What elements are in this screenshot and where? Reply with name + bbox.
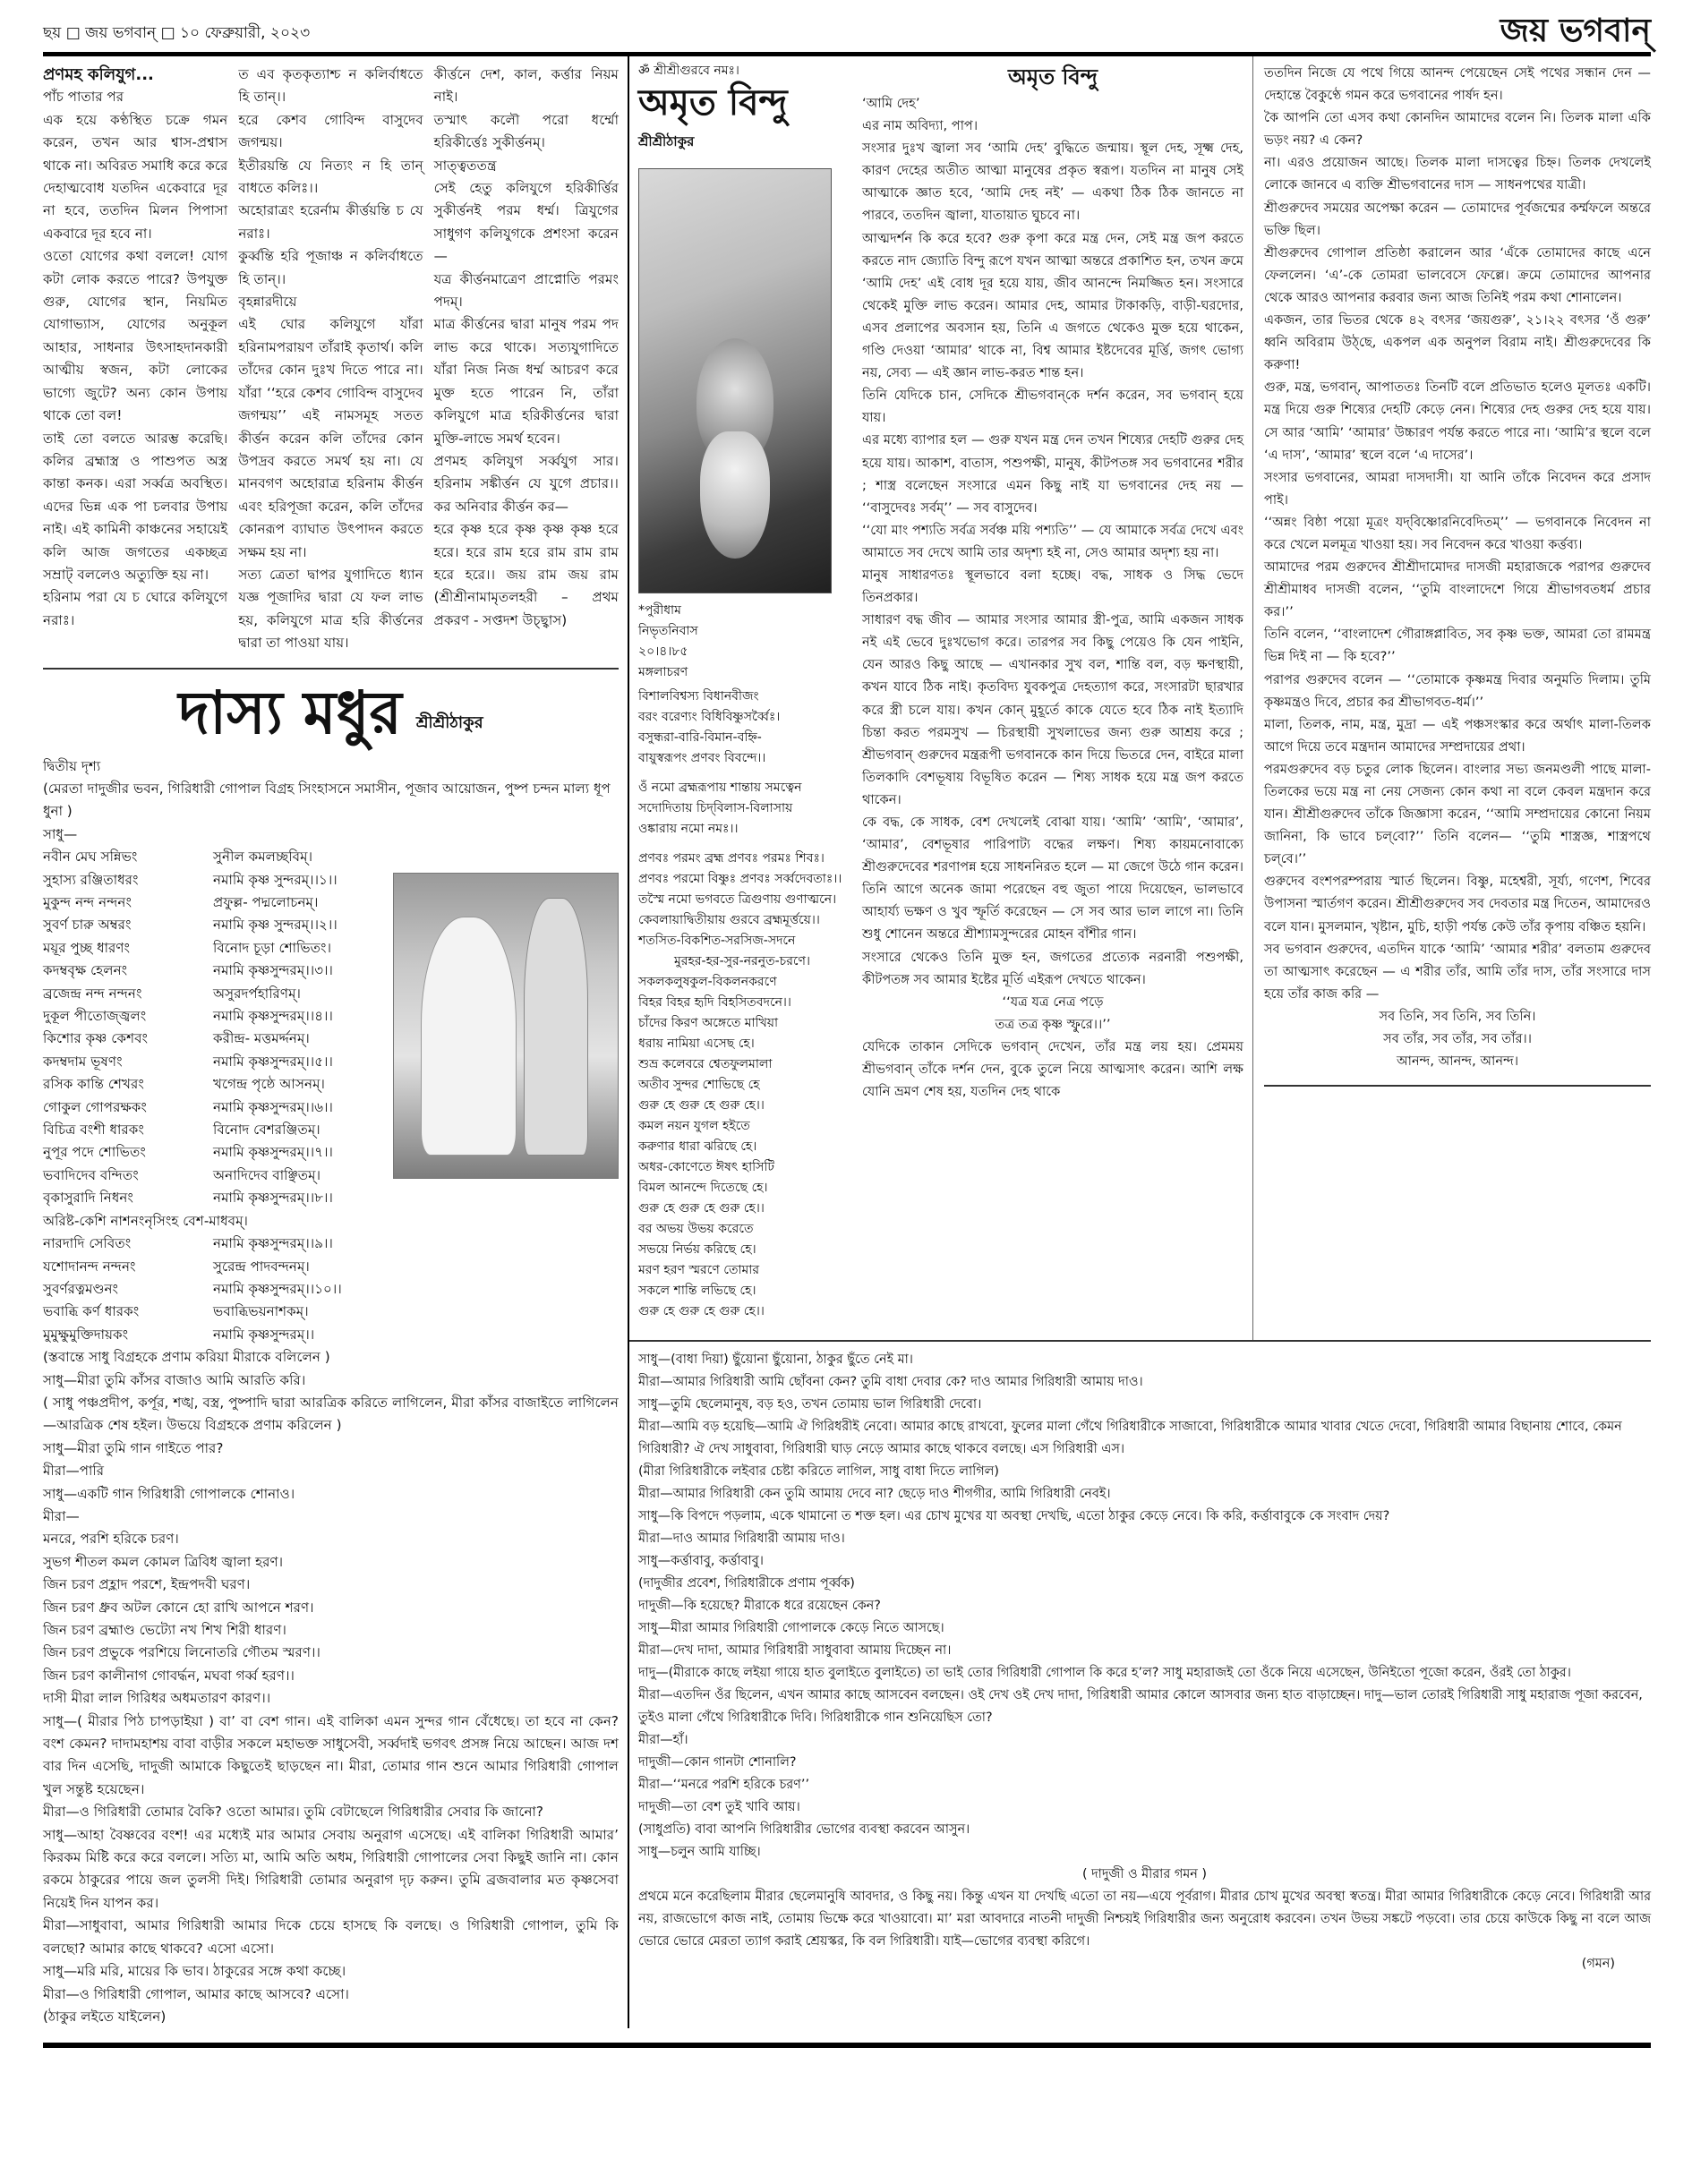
verse-line: ‘‘যত্র যত্র নেত্র পড়ে (1002, 994, 1104, 1010)
dialogue-line: সাধু—( মীরার পিঠ চাপড়াইয়া ) বা’ বা বেশ গান। এই বালিকা এমন সুন্দর গান বেঁধেছে। তা হবে না কেন? বংশ কেমন? দাদামহাশয় বাবা বাড়ীর সকলে মহাভক্ত সাধুসেবী, সর্ব্বদাই ভগবৎ প্রসঙ্গ নিয়ে আছেন। আজ দশ বার দিন এসেছি, দাদুজী আমাকে কিছুতেই ছাড়ছেন না। মীরা, তোমার গান শুনে আমার গিরিধারী গোপাল খুল সন্তুষ্ট হয়েছেন। (43, 1712, 619, 1797)
stotra-half: নমামি কৃষ্ণসুন্দরম্।।৮।। (213, 1190, 333, 1207)
stotra-line (43, 1119, 384, 1141)
paragraph: একজন, তার ভিতর থেকে ৪২ বৎসর ‘জয়গুরু’, ২১।২২ বৎসর ‘ওঁ গুরু’ ধ্বনি অবিরাম উঠ্‌ছে, একপল এক অনুপল বিরাম নাই। শ্রীগুরুদেবের কি করুণা! (1264, 312, 1651, 373)
paragraph: আত্মদর্শন কি করে হবে? গুরু কৃপা করে মন্ত্র দেন, সেই মন্ত্র জপ করতে করতে নাদ জ্যোতি বিন্দু রূপে যখন আত্মা অন্তরে প্রকাশিত হন, তখন ক্রমে ‘আমি দেহ’ এই বোধ দূর হয়ে যায়, জীব আনন্দে নিমজ্জিত হন। সংসারে থেকেই মুক্তি লাভ করেন। আমার দেহ, আমার টাকাকড়ি, বাড়ী-ঘরদোর, এসব প্রলাপের অবসান হয়, তিনি এ জগতে থেকেও মুক্ত হয়ে থাকেন, গণ্ডি দেওয়া ‘আমার’ থাকে না, বিশ্ব আমার ইষ্টদেবের মূর্ত্তি, জগৎ ভোগ্য নয়, সেব্য — এই জ্ঞান লাভ-করত শান্ত হন। (862, 230, 1243, 381)
dialogue-line: মীরা—‘‘মনরে পরশি হরিকে চরণ’’ (638, 1778, 810, 1792)
amrita-box (629, 56, 853, 1340)
dialogue-line: দাদুজী—কি হয়েছে? মীরাকে ধরে রয়েছেন কেন? (638, 1599, 881, 1613)
dialogue-line: সাধু—(বাধা দিয়া) ছুঁয়োনা ছুঁয়োনা, ঠাকুর ছুঁতে নেই মা। (638, 1352, 913, 1367)
stotra-half: নমামি কৃষ্ণসুন্দরম্।।৬।। (213, 1098, 333, 1115)
stotra-line (43, 869, 384, 892)
verse-line: কেবলায়াদ্বিতীয়ায় গুরবে ব্রহ্মমূর্ত্তয়ে।। (638, 913, 820, 927)
paragraph: সেই হেতু কলিযুগে হরিকীর্ত্তির সুকীর্ত্তনই পরম ধর্ম্ম। ত্রিযুগের সাধুগণ কলিযুগকে প্রশংসা করেন— (433, 180, 619, 265)
paragraph: ‘‘যো মাং পশ্যতি সর্বত্র সর্বঞ্চ ময়ি পশ্যতি’’ — যে আমাকে সর্বত্র দেখে এবং আমাতে সব দেখে আমি তার অদৃশ্য হই না, সেও আমার অদৃশ্য হয় না। (862, 522, 1243, 560)
closing-verse-line: সব তিনি, সব তিনি, সব তিনি। (1379, 1008, 1536, 1024)
section-rule (43, 668, 619, 670)
dialogue-right (629, 1342, 1651, 1975)
dialogue-line: সুভগ শীতল কমল কোমল ত্রিবিধ জ্বালা হরণ। (43, 1553, 284, 1570)
dialogue-line: সাধু—মীরা আমার গিরিধারী গোপালকে কেড়ে নিতে আসছে। (638, 1621, 944, 1635)
paragraph: শ্রীগুরুদেব গোপাল প্রতিষ্ঠা করালেন আর ‘এঁকে তোমাদের কাছে এনে ফেললেন। ‘এ’-কে তোমরা ভালবেসে ফেল্লে। ক্রমে তোমাদের আপনার থেকে আরও আপনার করবার জন্য আজ তিনিই পরম কথা শোনালেন। (1264, 244, 1651, 305)
dialogue-line: সাধু—মীরা তুমি গান গাইতে পার? (43, 1439, 224, 1456)
paragraph: বৃহন্নারদীয়ে (238, 294, 297, 311)
dialogue-line: মীরা—সাধুবাবা, আমার গিরিধারী আমার দিকে চেয়ে হাসছে কি বলছে। ও গিরিধারী গোপাল, তুমি কি বলছো? আমার কাছে থাকবে? এসো এসো। (43, 1917, 619, 1957)
stotra-half: নমামি কৃষ্ণ সুন্দরম্।।২।। (213, 917, 338, 934)
paragraph: ইতীরয়ন্তি যে নিত্যং ন হি তান্ বাধতে কলিঃ।। (238, 157, 423, 197)
krishna-figure (524, 898, 588, 1156)
paragraph: ত এব কৃতকৃত্যাশ্চ ন কলির্বাধতে হি তান্।। (238, 66, 423, 106)
verse-line: শুভ্র কলেবরে শ্বেতফুলমালা (638, 1057, 773, 1071)
stotra-half: প্রফুল্ল- পদ্মলোচনম্। (213, 894, 319, 910)
stotra-half: সুবর্ণরত্নমণ্ডনং (43, 1280, 119, 1297)
dialogue-line: জিন চরণ ব্রহ্মাণ্ড ভেট্যো নখ শিখ শিরী ধারণ। (43, 1622, 286, 1638)
stotra-half: নারদাদি সেবিতং (43, 1235, 132, 1252)
page-header-dateline: ছয় □ জয় ভগবান্ □ ১০ ফেব্রুয়ারী, ২০২৩ (43, 24, 311, 42)
paragraph: তিনি যেদিকে চান, সেদিকে শ্রীভগবান্‌কে দর্শন করেন, সব ভগবান্ হয়ে যায়। (862, 388, 1243, 426)
verse-line: চাঁদের কিরণ অঙ্গেতে মাখিয়া (638, 1016, 779, 1030)
stotra-half: করীন্দ্র- মত্তমর্দ্দনম্। (213, 1030, 310, 1047)
paragraph: ‘‘অন্নং বিষ্ঠা পয়ো মূত্রং যদ্‌বিষ্ণোরনিবেদিতম্’’ — ভগবানকে নিবেদন না করে খেলে মলমূত্র খাওয়া হয়। সব নিবেদন করে খাওয়া কর্ত্তব্য। (1264, 514, 1651, 552)
stotra-half: মুকুন্দ নন্দ নন্দনং (43, 894, 132, 910)
stotra-line (43, 1233, 384, 1255)
verse-line: ওঙ্কারায় নমো নমঃ।। (638, 822, 739, 836)
dialogue-line: (ঠাকুর লইতে যাইলেন) (43, 2008, 167, 2025)
dialogue-line: সাধু—মরি মরি, মায়ের কি ভাব। ঠাকুরের সঙ্গে কথা কচ্ছে। (43, 1963, 346, 1980)
paragraph: মানুষ সাধারণতঃ স্থূলভাবে বলা হচ্ছে। বদ্ধ, সাধক ও সিদ্ধ ভেদে তিনপ্রকার। (862, 567, 1243, 606)
paragraph: হরে কেশব গোবিন্দ বাসুদেব জগন্ময়। (238, 111, 423, 151)
dialogue-line: মীরা—দেখ দাদা, আমার গিরিধারী সাধুবাবা আমায় দিচ্ছেন না। (638, 1643, 952, 1658)
left-column (43, 56, 629, 2028)
paragraph: এর মধ্যে ব্যাপার হল — গুরু যখন মন্ত্র দেন তখন শিষ্যের দেহটি গুরুর দেহ হয়ে যায়। আকাশ, বাতাস, পশুপক্ষী, মানুষ, কীটপতঙ্গ সব ভগবানের শরীর ; শাস্ত্র বলেছেন সংসারে এমন কিছু নাই যা ভগবানের দেহ নয় — ‘‘বাসুদেবঃ সর্বম্’’ — সব বাসুদেব। (862, 432, 1243, 516)
dialogue-line: মীরা—ও গিরিধারী গোপাল, আমার কাছে আসবে? এসো। (43, 1985, 349, 2002)
stotra-line (43, 1141, 384, 1164)
paragraph: শ্রীগুরুদেব সময়ের অপেক্ষা করেন — তোমাদের পূর্বজন্মের কর্ম্মফলে অন্তরে ভক্তি ছিল। (1264, 200, 1651, 238)
verse-line: প্রণবঃ পরমো বিষ্ণুঃ প্রণবঃ সর্ব্বদেবতাঃ।। (638, 872, 842, 886)
dialogue-line: মীরা—আমার গিরিধারী আমি ছোঁবনা কেন? তুমি বাধা দেবার কে? দাও আমার গিরিধারী আমায় দাও। (638, 1375, 1143, 1389)
stotra-line (43, 983, 384, 1005)
paragraph: সংসার ভগবানের, আমরা দাসদাসী। যা আনি তাঁকে নিবেদন করে প্রসাদ পাই। (1264, 469, 1651, 508)
stotra-half: কদম্ববৃক্ষ হেলনং (43, 962, 128, 979)
paragraph: তস্মাৎ কলৌ পরো ধর্ম্মো হরিকীর্ত্তেঃ সুকীর্ত্তনম্। (433, 111, 619, 151)
amrita-middle (629, 56, 1253, 1340)
stotra-line (43, 1005, 384, 1028)
stotra-line (43, 960, 384, 982)
article-title: প্রণমহ কলিযুগ... (43, 65, 154, 84)
stotra-half: সুহাস্য রঞ্জিতাধরং (43, 871, 139, 888)
paragraph: সাধারণ বদ্ধ জীব — আমার সংসার আমার স্ত্রী-পুত্র, আমি একজন সাধক নই এই ভেবে দুঃখভোগ করে। তারপর সব কিছু পেয়েও কি যেন পাইনি, যেন আরও কিছু আছে — এখানকার সুখ বল, শান্তি বল, বড় ক্ষণস্থায়ী, কখন যাবে ঠিক নাই। কৃতবিদ্য যুবকপুত্র দেহত্যাগ করে, সংসারটা ছারখার করে স্ত্রী চলে যায়। কখন কোন্ মুহূর্তে কাকে যেতে হবে ঠিক নাই ইত্যাদি চিন্তা করত পরমসুখ — চিরস্থায়ী সুখলাভের জন্য গুরু আশ্রয় করে ; শ্রীভগবান্ গুরুদেব মন্ত্ররূপী ভগবানকে কান দিয়ে ভিতরে দেন, বাইরে মালা তিলকাদি বেশভূষায় বিভূষিত করেন — শিষ্য সাধক হয়ে মন্ত্র জপ করতে থাকেন। (862, 612, 1243, 807)
verse-line: সভয়ে নির্ভয় করিছে হে। (638, 1242, 756, 1257)
stotra-line (43, 1165, 384, 1187)
dialogue-line: সাধু—আহা বৈষ্ণবের বংশ! এর মধ্যেই মার আমার সেবায় অনুরাগ এসেছে। এই বালিকা গিরিধারী আমার’ কিরকম মিষ্টি করে করে বললে। সত্যি মা, আমি অতি অধম, গিরিধারী গোপালের সেবা কিছুই জানি না। কোন রকমে ঠাকুরের পায়ে জল তুলসী দিই। গিরিধারী তোমার অনুরাগ দৃঢ় করুন। তুমি ব্রজবালার মত কৃষ্ণসেবা নিয়েই দিন যাপন কর। (43, 1826, 619, 1911)
stanza (638, 687, 844, 769)
stotra-line (43, 1096, 384, 1119)
invocation: ॐ শ্রীশ্রীগুরবে নমঃ। (638, 64, 739, 78)
dialogue-line: দাদু—(মীরাকে কাছে লইয়া গায়ে হাত বুলাইতে বুলাইতে) তা ভাই তোর গিরিধারী গোপাল কি করে হ’ল? সাধু মহারাজই তো ওঁকে নিয়ে এসেছেন, উনিইতো পূজো করেন, ওঁরই তো ঠাকুর। (638, 1666, 1571, 1680)
stotra-line (43, 937, 384, 960)
stotra-half: নবীন মেঘ সন্নিভং (43, 849, 138, 866)
closing-paragraph: প্রথমে মনে করেছিলাম মীরার ছেলেমানুষি আবদার, ও কিছু নয়। কিন্তু এখন যা দেখছি এতো তা নয়—এযে পূর্বরাগ। মীরার চোখ মুখের অবস্থা স্বতন্ত্র। মীরা আমার গিরিধারীকে কেড়ে নেবে। গিরিধারী আর নয়, রাজভোগে কাজ নাই, তোমায় ভিক্ষে করে খাওয়াবো। মা’ মরা আবদারে নাতনী দাদুজী নিশ্চয়ই গিরিধারীর জন্য অনুরোধ করবেন। তখন উভয় সঙ্কটে পড়বো। তার চেয়ে কাউকে কিছু না বলে আজ ভোরে ভোরে মেরতা ত্যাগ করাই শ্রেয়স্কর, কি বল গিরিধারী। যাই—ভোগের ব্যবস্থা করিগে। (638, 1890, 1651, 1949)
guru-portrait-photo (638, 168, 832, 593)
stotra-line (43, 1210, 384, 1233)
stotra-half: নমামি কৃষ্ণসুন্দরম্।।১০।। (213, 1280, 342, 1297)
verse-line: গুরু হে গুরু হে গুরু হে।। (638, 1098, 765, 1113)
dialogue-line: (সাধুপ্রতি) বাবা আপনি গিরিধারীর ভোগের ব্যবস্থা করবেন আসুন। (638, 1822, 970, 1837)
box-title: অমৃত বিন্দু (638, 81, 788, 124)
article-byline: শ্রীশ্রীঠাকুর (415, 712, 483, 732)
speaker-label: সাধু— (43, 825, 78, 842)
stotra-half: রসিক কান্তি শেখরং (43, 1076, 144, 1093)
verse-line: বসুন্ধরা-বারি-বিমান-বহ্নি- (638, 730, 762, 745)
paragraph: না। এরও প্রয়োজন আছে। তিলক মালা দাসত্বের চিহ্ন। তিলক দেখলেই লোকে জানবে এ ব্যক্তি শ্রীভগবানের দাস — সাধনপথের যাত্রী। (1264, 155, 1651, 193)
stotra-half: অসুরদর্পহারিণম্। (213, 985, 301, 1002)
section-rule (1264, 1085, 1651, 1087)
verse-line: অতীব সুন্দর শোভিছে হে (638, 1078, 760, 1092)
paragraph: যেদিকে তাকান সেদিকে ভগবান্ দেখেন, তাঁর মন্ত্র লয় হয়। প্রেমময় শ্রীভগবান্ তাঁকে দর্শন দেন, বুকে তুলে নিয়ে আত্মসাৎ করেন। আশি লক্ষ যোনি ভ্রমণ শেষ হয়, যতদিন দেহ থাকে (862, 1038, 1243, 1100)
verse-line: গুরু হে গুরু হে গুরু হে।। (638, 1304, 765, 1318)
stotra-line (43, 1187, 384, 1209)
dialogue-line: (দাদুজীর প্রবেশ, গিরিধারীকে প্রণাম পূর্ব্বক) (638, 1576, 855, 1591)
address-line: মঙ্গলাচরণ (638, 665, 688, 679)
verse-line: কমল নয়ন যুগল হইতে (638, 1119, 750, 1133)
stotra-half: নমামি কৃষ্ণসুন্দরম্।।৩।। (213, 962, 333, 979)
stotra-half: নুপূর পদে শোভিতং (43, 1144, 146, 1161)
address-line: ২০।৪।৮৫ (638, 644, 688, 659)
stotra-half: ভবাব্ধিভয়নাশকম্। (213, 1303, 309, 1320)
dialogue-line: দাদুজী—তা বেশ তুই খাবি আয়। (638, 1800, 800, 1814)
dialogue-line: জিন চরণ ধ্রুব অটল কোনে হো রাখি আপনে শরণ। (43, 1599, 314, 1616)
stotra-half: বৃকাসুরাদি নিধনং (43, 1190, 133, 1207)
stotra-line (43, 1028, 384, 1050)
paragraph: কীর্ত্তনে দেশ, কাল, কর্ত্তার নিয়ম নাই। (433, 66, 619, 106)
pranamaha-col2 (238, 64, 423, 655)
paragraph: অহোরাত্রং হরের্নাম কীর্ত্তয়ন্তি চ যে নরাঃ। (238, 202, 423, 242)
verse-line: বর অভয় উভয় করেতে (638, 1222, 754, 1236)
scene-label: দ্বিতীয় দৃশ্য (43, 757, 101, 774)
paragraph: হরিনাম পরা যে চ ঘোরে কলিযুগে নরাঃ। (43, 589, 228, 628)
address-line: *পুরীধাম (638, 603, 681, 618)
dialogue-line: সাধু—একটি গান গিরিধারী গোপালকে শোনাও। (43, 1485, 295, 1502)
closing-verse-line: আনন্দ, আনন্দ, আনন্দ। (1396, 1054, 1519, 1070)
meera-krishna-painting (393, 873, 619, 1179)
stotra-half: নমামি কৃষ্ণসুন্দরম্।।৭।। (213, 1144, 333, 1161)
verse-line: বরং বরেণ্যং বিধিবিষ্ণুসর্ব্বৈঃ। (638, 710, 781, 724)
paragraph: এই ঘোর কলিযুগে যাঁরা হরিনামপরায়ণ তাঁরাই কৃতার্থ। কলি তাঁদের কোন দুঃখ দিতে পারে না। যাঁরা ‘‘হরে কেশব গোবিন্দ বাসুদেব জগন্ময়’’ এই নামসমূহ সতত কীর্ত্তন করেন কলি তাঁদের কোন উপদ্রব করতে সমর্থ হয় না। যে মানবগণ অহোরাত্র হরিনাম কীর্ত্তন এবং হরিপূজা করেন, কলি তাঁদের কোনরূপ ব্যাঘাত উৎপাদন করতে সক্ষম হয় না। (238, 316, 423, 560)
verse-line: বিহর বিহর হৃদি বিহসিতবদনে।। (638, 995, 791, 1010)
paragraph: হরে কৃষ্ণ হরে কৃষ্ণ কৃষ্ণ কৃষ্ণ হরে হরে। হরে রাম হরে রাম রাম রাম হরে হরে।। জয় রাম জয় রাম (শ্রীশ্রীনামামৃতলহরী – প্রথম প্রকরণ - সপ্তদশ উচ্ছ্বাস) (433, 521, 619, 628)
stotra-verse (43, 846, 384, 1346)
paragraph: সংসারে থেকেও তিনি মুক্ত হন, জগতের প্রত্যেক নরনারী পশুপক্ষী, কীটপতঙ্গ সব আমার ইষ্টের মূর্তি এইরূপ দেখতে থাকেন। (862, 949, 1243, 987)
verse-line: ধরায় নামিয়া এসেছ হে। (638, 1037, 755, 1051)
dialogue-line: (স্তবান্তে সাধু বিগ্রহকে প্রণাম করিয়া মীরাকে বলিলেন ) (43, 1349, 330, 1366)
right-span (629, 56, 1651, 2028)
stotra-line (43, 846, 384, 868)
stotra-half: ময়ূর পুচ্ছ ধারণং (43, 939, 131, 956)
verse-line: অধর-কোণেতে ঈষৎ হাসিটি (638, 1160, 775, 1174)
verse-line: শতসিত-বিকশিত-সরসিজ-সদনে (638, 934, 796, 948)
amrita-column-left (862, 92, 1243, 1103)
address-block (638, 601, 844, 683)
verse-line: মুরহর-হর-সুর-নরনুত-চরণে। (674, 954, 811, 968)
stotra-half: নমামি কৃষ্ণসুন্দরম্।।৯।। (213, 1235, 333, 1252)
closing-tag: (গমন) (1581, 1957, 1615, 1971)
article-title: অমৃত বিন্দু (1008, 64, 1098, 90)
dialogue-line: সাধু—চলুন আমি যাচ্ছি। (638, 1845, 761, 1859)
verse-line: প্রণবঃ পরমং ব্রহ্ম প্রণবঃ পরমঃ শিবঃ। (638, 851, 825, 866)
stotra-half: নমামি কৃষ্ণসুন্দরম্।।৪।। (213, 1008, 333, 1025)
closing-verse-line: সব তাঁর, সব তাঁর, সব তাঁর।। (1383, 1031, 1532, 1047)
paragraph: যত্র কীর্ত্তনমাত্রেণ প্রাপ্নোতি পরমং পদম্। (433, 270, 619, 311)
verse-line: সদোদিতায় চিদ্‌বিলাস-বিলাসায় (638, 801, 793, 815)
dasya-madhur-article (43, 677, 619, 2029)
verse-line: তস্মৈ নমো ভগবতে ত্রিগুণায় গুণাত্মনে। (638, 892, 837, 907)
stotra-half: অরিষ্ট-কেশি নাশনংনৃসিংহ বেশ-মাধবম্। (43, 1212, 248, 1229)
mangalacharan-verses (638, 687, 844, 1322)
paragraph: এর নাম অবিদ্যা, পাপ। (862, 118, 978, 134)
dialogue-line: মীরা— (43, 1507, 80, 1524)
stotra-line (43, 892, 384, 914)
paragraph: সব ভগবান গুরুদেব, এতদিন যাকে ‘আমি’ ‘আমার শরীর’ বলতাম গুরুদেব তা আত্মসাৎ করেছেন — এ শরীর তাঁর, আমি তাঁর দাস, তাঁর সংসারে দাস হয়ে তাঁর কাজ করি — (1264, 941, 1651, 1002)
stotra-half: খগেন্দ্র পৃষ্ঠে আসনম্। (213, 1076, 325, 1093)
dialogue-line: সাধু—কি বিপদে পড়লাম, একে থামানো ত শক্ত হল। এর চোখ মুখের যা অবস্থা দেখছি, এতো ঠাকুর কেড়ে নেবে। কি করি, কর্ত্তাবাবুকে কে সংবাদ দেয়? (638, 1509, 1390, 1523)
stotra-half: যশোদানন্দ নন্দনং (43, 1258, 136, 1275)
paragraph: পরমগুরুদেব বড় চতুর লোক ছিলেন। বাংলার সভ্য জনমণ্ডলী পাছে মালা-তিলকের ভয়ে মন্ত্র না নেয় সেজন্য কোন কথা না বলে কেবল মন্ত্রদান করে যান। শ্রীশ্রীগুরুদেব তাঁকে জিজ্ঞাসা করেন, ‘‘আমি সম্প্রদায়ের কোনো নিয়ম জানিনা, কি ভাবে চল্‌বো?’’ তিনি বলেন— ‘‘তুমি শাস্ত্রজ্ঞ, শাস্ত্রপথে চল্‌বে।’’ (1264, 761, 1651, 867)
stotra-line (43, 914, 384, 936)
verse-line: ওঁ নমো ব্রহ্মরূপায় শান্তায় সমত্বেন (638, 781, 802, 795)
stotra-half: সুরেন্দ্র পাদবন্দনম্। (213, 1258, 310, 1275)
pranamaha-article (43, 56, 619, 670)
stotra-half: সুনীল কমলচ্ছবিম্। (213, 849, 313, 866)
paragraph: সত্য ত্রেতা দ্বাপর যুগাদিতে ধ্যান যজ্ঞ পূজাদির দ্বারা যে ফল লাভ হয়, কলিযুগে মাত্র হরি কীর্ত্তনের দ্বারা তা পাওয়া যায়। (238, 566, 423, 652)
dialogue-line: সাধু—তুমি ছেলেমানুষ, বড় হও, তখন তোমায় ভাল গিরিধারী দেবো। (638, 1397, 982, 1412)
dialogue-line: (মীরা গিরিধারীকে লইবার চেষ্টা করিতে লাগিল, সাধু বাধা দিতে লাগিল) (638, 1464, 1000, 1479)
masthead-logo: জয় ভগবান্ (1500, 12, 1651, 49)
article-title: দাস্য মধুর (178, 677, 402, 747)
stotra-half: নমামি কৃষ্ণ সুন্দরম্।।১।। (213, 871, 338, 888)
paragraph: ততদিন নিজে যে পথে গিয়ে আনন্দ পেয়েছেন সেই পথের সন্ধান দেন — দেহান্তে বৈকুণ্ঠে গমন করে ভগবানের পার্ষদ হন। (1264, 65, 1651, 104)
stotra-half: বিচিত্র বংশী ধারকং (43, 1122, 144, 1139)
stotra-half: কিশোর কৃষ্ণ কেশবং (43, 1030, 149, 1047)
paragraph: গুরুদেব বংশপরম্পরায় স্মার্ত ছিলেন। বিষ্ণু, মহেশ্বরী, সূর্য্য, গণেশ, শিবের উপাসনা স্মার্তগণ করেন। শ্রীশ্রীগুরুদেব সব দেবতার মন্ত্র দিতেন, আমাদেরও বলে যান। মুসলমান, খৃষ্টান, মুচি, হাড়ী পর্যন্ত কেউ তাঁর কৃপায় বঞ্চিত হয়নি। (1264, 874, 1651, 934)
paragraph: গুরু, মন্ত্র, ভগবান্, আপাততঃ তিনটি বলে প্রতিভাত হলেও মূলতঃ একটি। মন্ত্র দিয়ে গুরু শিষ্যের দেহটি কেড়ে নেন। শিষ্যের দেহ গুরুর দেহ হয়ে যায়। সে আর ‘আমি’ ‘আমার’ উচ্চারণ পর্যন্ত করতে পারে না। ‘আমি’র স্থলে বলে ‘এ দাস’, ‘আমার’ স্থলে বলে ‘এ দাসের’। (1264, 380, 1651, 463)
dialogue-left (43, 1346, 619, 2028)
dialogue-line: জিন চরণ প্রহ্লাদ পরশে, ইন্দ্রপদবী ঘরণ। (43, 1576, 251, 1593)
footer-rule (43, 2043, 1651, 2048)
dialogue-right-row (629, 1340, 1651, 1975)
stotra-line (43, 1278, 384, 1301)
pranamaha-columns (43, 56, 619, 655)
pranamaha-col1 (43, 64, 227, 655)
page-body (43, 56, 1651, 2028)
verse-line: বায়ুস্বরূপং প্রণবং বিবন্দে।। (638, 751, 766, 765)
verse-line: বিমল আনন্দে দিতেছে হে। (638, 1181, 768, 1195)
dialogue-line: সাধু—মীরা তুমি কাঁসর বাজাও আমি আরতি করি। (43, 1371, 306, 1388)
stotra-line (43, 1301, 384, 1323)
stotra-half: বিনোদ চূড়া শোভিতং। (213, 939, 332, 956)
dialogue-line: জিন চরণ প্রভুকে পরশিয়ে লিনোতরি গৌতম স্মরণ।। (43, 1644, 320, 1661)
verse-line: মরণ হরণ স্মরণে তোমার (638, 1263, 760, 1277)
box-heading (638, 80, 844, 161)
stotra-half: নমামি কৃষ্ণসুন্দরম্।।৫।। (213, 1053, 333, 1070)
stotra-half: বিনোদ বেশরঞ্জিতম্। (213, 1122, 320, 1139)
dialogue-line: দাসী মীরা লাল গিরিধর অধমতারণ কারণ।। (43, 1690, 271, 1707)
stotra-half: অনাদিদেব বাঞ্ছিতম্। (213, 1166, 321, 1183)
stanza (638, 778, 844, 840)
paragraph: প্রণমহ কলিযুগ সর্ব্বযুগ সার। হরিনাম সঙ্কীর্ত্তন যে যুগে প্রচার।। কর অনিবার কীর্ত্তন কর— (433, 452, 619, 515)
stotra-half: ব্রজেন্দ্র নন্দ নন্দনং (43, 985, 142, 1002)
stotra-line (43, 1073, 384, 1096)
dialogue-line: মীরা—হাঁ। (638, 1733, 688, 1747)
portrait-beard (700, 431, 769, 559)
stotra-with-painting (43, 846, 619, 1346)
verse-line: করুণার ধারা ঝরিছে হে। (638, 1139, 757, 1154)
paragraph: কুর্ব্বন্তি হরি পূজাঞ্চ ন কলির্বাধতে হি তান্।। (238, 248, 423, 287)
address-line: নিভৃতনিবাস (638, 624, 698, 638)
stotra-half: নমামি কৃষ্ণসুন্দরম্।। (213, 1326, 315, 1343)
stotra-half: ভবাদিদেব বন্দিতং (43, 1166, 139, 1183)
stotra-half: গোকুল গোপরক্ষকং (43, 1098, 147, 1115)
amrita-right-column-wrap (1253, 56, 1651, 1340)
stotra-half: মুমুক্ষুমুক্তিদায়কং (43, 1326, 129, 1343)
paragraph: সংসার দুঃখ জ্বালা সব ‘আমি দেহ’ বুদ্ধিতে জন্মায়। স্থূল দেহ, সূক্ষ্ম দেহ, কারণ দেহের অতীত আত্মা মানুষের প্রকৃত স্বরূপ। যতদিন না মানুষ সেই আত্মাকে জ্ঞাত হবে, ‘আমি দেহ নই’ — একথা ঠিক ঠিক জানতে না পারবে, ততদিন জ্বালা, যাতায়াত ঘুচবে না। (862, 141, 1243, 224)
dialogue-line: মীরা—আমার গিরিধারী কেন তুমি আমায় দেবে না? ছেড়ে দাও শীগগীর, আমি গিরিধারী নেবই। (638, 1487, 1111, 1501)
amrita-article (853, 56, 1252, 1340)
paragraph: ‘আমি দেহ’ (862, 96, 920, 111)
dialogue-line: মীরা—এতদিন ওঁর ছিলেন, এখন আমার কাছে আসবেন বলছেন। ওই দেখ ওই দেখ দাদা, গিরিধারী আমার কোলে আসবার জন্য হাত বাড়াচ্ছেন। দাদু—ভাল তোরই গিরিধারী সাধু মহারাজ পূজা করবেন, তুইও মালা গেঁথে গিরিধারীকে দিবি। গিরিধারীকে গান শুনিয়েছিস তো? (638, 1688, 1643, 1725)
stage-direction: (মেরতা দাদুজীর ভবন, গিরিধারী গোপাল বিগ্রহ সিংহাসনে সমাসীন, পূজাব আয়োজন, পুষ্প চন্দন মাল্য ধূপ ধুনা ) (43, 780, 611, 820)
stotra-line (43, 1324, 384, 1346)
meera-figure (421, 917, 517, 1156)
paragraph: ওতো যোগের কথা বললে! যোগ কটা লোক করতে পারে? উপযুক্ত গুরু, যোগের স্থান, নিয়মিত যোগাভ্যাস, যোগের অনুকূল আহার, সাধনার উৎসাহদানকারী আত্মীয় স্বজন, কটা লোকের ভাগ্যে জুটে? অন্য কোন উপায় থাকে তো বল! (43, 248, 228, 424)
box-byline: শ্রীশ্রীঠাকুর (638, 133, 695, 149)
paragraph: কৈ আপনি তো এসব কথা কোনদিন আমাদের বলেন নি। তিলক মালা একি ভড়ং নয়? এ কেন? (1264, 110, 1651, 149)
stotra-half: কদম্বদাম ভূষণং (43, 1053, 123, 1070)
paragraph: মাত্র কীর্ত্তনের দ্বারা মানুষ পরম পদ লাভ করে থাকে। সত্যযুগাদিতে যাঁরা নিজ নিজ ধর্ম্ম আচরণ করে মুক্ত হতে পারেন নি, তাঁরা কলিযুগে মাত্র হরিকীর্ত্তনের দ্বারা মুক্তি-লাভে সমর্থ হবেন। (433, 316, 619, 447)
verse-line: বিশালবিশ্বস্য বিধানবীজং (638, 689, 759, 704)
dialogue-line: জিন চরণ কালীনাগ গোবর্দ্ধন, মঘবা গর্ব্ব হরণ।। (43, 1667, 295, 1684)
paragraph: তিনি বলেন, ‘‘বাংলাদেশ গৌরাঙ্গপ্লাবিত, সব কৃষ্ণ ভক্ত, আমরা তো রামমন্ত্র ভিন্ন দিই না — কি হবে?’’ (1264, 627, 1651, 665)
verse-line: তত্র তত্র কৃষ্ণ স্ফুরে।।’’ (995, 1016, 1111, 1032)
amrita-column-right (1264, 56, 1651, 1072)
dialogue-line: ( সাধু পঞ্চপ্রদীপ, কর্পূর, শঙ্খ, বস্ত্র, পুষ্পাদি দ্বারা আরত্রিক করিতে লাগিলেন, মীরা কাঁসর বাজাইতে লাগিলেন—আরত্রিক শেষ হইল। উভয়ে বিগ্রহকে প্রণাম করিলেন ) (43, 1394, 619, 1434)
dialogue-line: মীরা—ও গিরিধারী তোমার বৈকি? ওতো আমার। তুমি বেটাছেলে গিরিধারীর সেবার কি জানো? (43, 1804, 543, 1821)
stotra-half: দুকূল পীতোজ্জ্বলং (43, 1008, 147, 1025)
dialogue-line: মীরা—দাও আমার গিরিধারী আমায় দাও। (638, 1531, 845, 1546)
verse-line: সকলকলুষকুল-বিকলনকরণে (638, 975, 777, 989)
verse-line: গুরু হে গুরু হে গুরু হে।। (638, 1201, 765, 1216)
stotra-half: ভবাব্ধি কর্ণ ধারকং (43, 1303, 140, 1320)
stage-direction-exit: ( দাদুজী ও মীরার গমন ) (1081, 1867, 1208, 1881)
paragraph: কে বদ্ধ, কে সাধক, বেশ দেখলেই বোঝা যায়। ‘আমি’ ‘আমি’, ‘আমার’, ‘আমার’, বেশভূষার পারিপাট্য বদ্ধের লক্ষণ। শিষ্য কায়মনোবাক্যে শ্রীগুরুদেবের শরণাপন্ন হয়ে সাধননিরত হলে — মা জেগে উঠে গান করেন। তিনি আগে অনেক জামা পরেছেন বহু জুতা পায়ে দিয়েছেন, ভালভাবে আহার্য্য ভক্ষণ ও খুব স্ফূর্তি করেছেন — সে সব আর ভাল লাগে না। তিনি শুধু শোনেন অন্তরে শ্রীশ্যামসুন্দরের মোহন বাঁশীর গান। (862, 815, 1243, 943)
page-header (43, 11, 1651, 50)
paragraph: আমাদের পরম গুরুদেব শ্রীশ্রীদামোদর দাসজী মহারাজকে পরাপর গুরুদেব শ্রীশ্রীমাধব দাসজী বলেন, ‘‘তুমি বাংলাদেশে গিয়ে শ্রীভাগবতধর্ম প্রচার কর।’’ (1264, 559, 1651, 620)
stotra-line (43, 1256, 384, 1278)
dialogue-line: সাধু—কর্ত্তাবাবু, কর্ত্তাবাবু। (638, 1554, 764, 1568)
right-top-row (629, 56, 1651, 1340)
stanza (638, 849, 844, 1322)
dialogue-line: মনরে, পরশি হরিকে চরণ। (43, 1531, 179, 1548)
verse-line: সকলে শান্তি লভিছে হে। (638, 1284, 756, 1298)
stotra-half: সুবর্ণ চারু অম্বরং (43, 917, 132, 934)
paragraph: সাত্ত্বততন্ত্র (433, 157, 497, 174)
paragraph: তাই তো বলতে আরম্ভ করেছি। কলির ব্রহ্মাস্ত্র ও পাশুপত অস্ত্র কান্তা কনক। এরা সর্ব্বত্র অবস্থিত। এদের ভিন্ন এক পা চলবার উপায় নাই। এই কামিনী কাঞ্চনের সহায়েই কলি আজ জগতের একচ্ছত্র সম্রাট্ বললেও অত্যুক্তি হয় না। (43, 430, 228, 583)
continued-note: পাঁচ পাতার পর (43, 89, 124, 106)
dialogue-line: মীরা—আমি বড় হয়েছি—আমি ঐ গিরিধরীই নেবো। আমার কাছে রাখবো, ফুলের মালা গেঁথে গিরিধারীকে সাজাবো, গিরিধারীকে আমার খাবার খেতে দেবো, গিরিধারী আমার বিছানায় শোবে, কেমন গিরিধারী? ঐ দেখ সাধুবাবা, গিরিধারী ঘাড় নেড়ে আমার কাছে থাকবে বলছে। এস গিরিধারী এস। (638, 1420, 1622, 1456)
paragraph: এক হয়ে কণ্ঠস্থিত চক্রে গমন করেন, তখন আর শ্বাস-প্রশ্বাস থাকে না। অবিরত সমাধি করে করে দেহাত্মবোধ যতদিন একেবারে দূর না হবে, ততদিন মিলন পিপাসা একবারে দূর হবে না। (43, 111, 228, 242)
stotra-line (43, 1051, 384, 1073)
dialogue-line: মীরা—পারি (43, 1463, 105, 1480)
dialogue-line: দাদুজী—কোন গানটা শোনালি? (638, 1755, 797, 1770)
paragraph: মালা, তিলক, নাম, মন্ত্র, মুদ্রা — এই পঞ্চসংস্কার করে অর্থাৎ মালা-তিলক আগে দিয়ে তবে মন্ত্রদান আমাদের সম্প্রদায়ের প্রথা। (1264, 716, 1651, 755)
pranamaha-col3 (434, 64, 619, 655)
paragraph: পরাপর গুরুদেব বলেন — ‘‘তোমাকে কৃষ্ণমন্ত্র দিবার অনুমতি দিলাম। তুমি কৃষ্ণমন্ত্রও দিবে, প্রচার কর শ্রীভাগবত-ধর্ম।’’ (1264, 671, 1651, 710)
dasya-heading (43, 677, 619, 748)
